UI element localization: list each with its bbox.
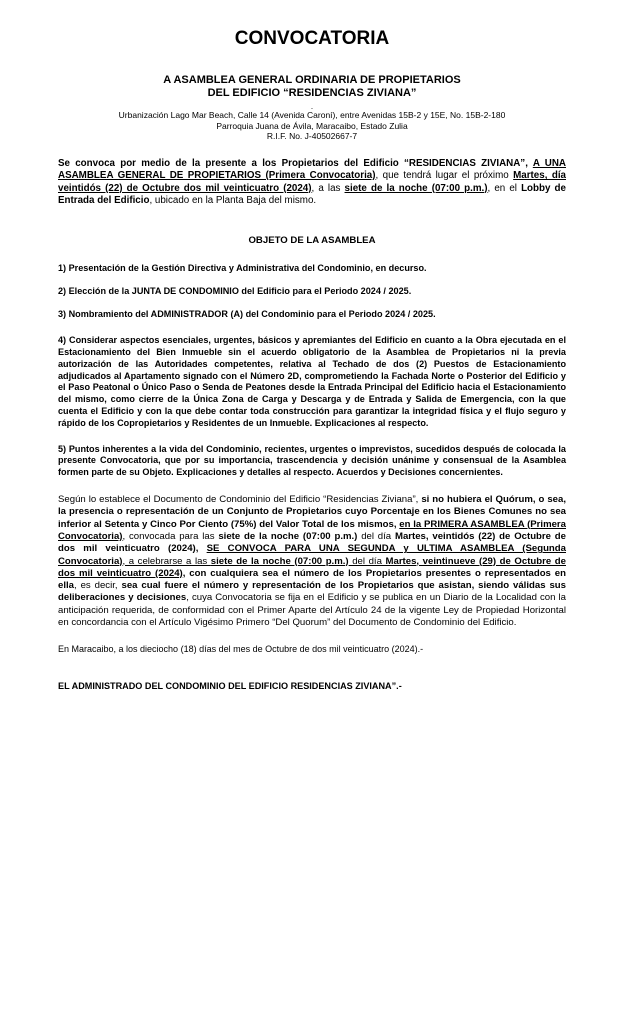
second-assembly-date: Martes, veintinueve (29) de Octubre de dos mil veinticuatro (2024) [58,555,566,579]
signature-line: EL ADMINISTRADO DEL CONDOMINIO DEL EDIFICIO RESIDENCIAS ZIVIANA”.- [58,681,402,692]
agenda-item-3: 3) Nombramiento del ADMINISTRADOR (A) del Condominio para el Periodo 2024 / 2025. [58,309,436,320]
quorum-condition: si no hubiera el Quórum, o sea, la presencia o representación de un Conjunto de Propietarios cuyo Porcentaje en los Bienes Comunes no sea inferior al Setenta y Cinco Por Ciento (75%) del Valor Total de los mismos, [58,494,567,530]
address-line1: Urbanización Lago Mar Beach, Calle 14 (Avenida Caroní), entre Avenidas 15B-2 y 15E, No. 15B-2-180 [118,110,506,120]
quorum-text: Según lo establece el Documento de Condominio del Edificio “Residencias Ziviana”, [58,494,422,506]
quorum-text: , con cualquiera sea el número de los Propietarios presentes o representados en ella [58,567,566,592]
closing-line: En Maracaibo, a los dieciocho (18) días del mes de Octubre de dos mil veinticuatro (2024).- [58,644,424,655]
quorum-paragraph [58,494,566,629]
quorum-validity: sea cual fuere el número y representación de los Propietarios que asistan, siendo válidas sus deliberaciones y decisiones [58,580,566,604]
rif-number: R.I.F. No. J-40502667-7 [266,131,358,141]
document-title: CONVOCATORIA [234,28,390,49]
quorum-text: , cuya Convocatoria se fija en el Edificio y se publica en un Diario de la Localidad con la anticipación requerida, de conformidad con el Primer Aparte del Artículo 24 de la vigente Ley de Propiedad Horizontal en concordancia con el Artículo Vigésimo Primero “Del Quorum” del Documento de Condominio del Edificio. [58,592,566,628]
agenda-item-1: 1) Presentación de la Gestión Directiva y Administrativa del Condominio, en decurso. [58,262,427,273]
intro-text: , en el [487,182,522,194]
first-assembly-time: siete de la noche (07:00 p.m.) [218,530,358,542]
second-assembly-time: siete de la noche (07:00 p.m.) [210,555,349,567]
second-convocation: SE CONVOCA PARA UNA SEGUNDA y ULTIMA ASAMBLEA (Segunda Convocatoria) [58,543,566,567]
meeting-location: Lobby de Entrada del Edificio [58,182,566,207]
quorum-text: , convocada para las [122,530,219,542]
assembly-subtitle-line2: DEL EDIFICIO “RESIDENCIAS ZIVIANA” [207,87,417,99]
first-assembly-date: Martes, veintidós (22) de Octubre de dos mil veinticuatro (2024), [58,530,566,555]
intro-text: , ubicado en la Planta Baja del mismo. [149,195,317,207]
separator-dot: . [310,102,314,111]
quorum-text: , es decir, [74,580,122,592]
meeting-time: siete de la noche (07:00 p.m.) [344,182,488,194]
document-page [58,28,566,691]
agenda-item-5: 5) Puntos inherentes a la vida del Condominio, recientes, urgentes o imprevistos, sucedidos después de colocada la presente Convocatoria, que por su importancia, trascendencia y decisión unánime y consensual de la Asamblea formen parte de su Objeto. Explicaciones y detalles al respecto. Acuerdos y Decisiones concernientes. [58,443,566,478]
agenda-item-4: 4) Considerar aspectos esenciales, urgentes, básicos y apremiantes del Edificio en cuanto a la Obra ejecutada en el Estacionamiento del Bien Inmueble sin el acuerdo obligatorio de la Asamblea de Propietarios ni la previa autorización de las Autoridades competentes, relativa al Techado de dos (2) Puestos de Estacionamiento adjudicados al Apartamento signado con el Número 2D, comprometiendo la Fachada Norte o Posterior del Edificio y el Paso Peatonal o Único Paso o Senda de Peatones desde la Entrada Principal del Edificio hacia el Estacionamiento del mismo, como cierre de la Única Zona de Carga y Descarga y de Entrada y Salida de Emergencia, con la que cuenta el Edificio y con la que debe contar toda construcción para garantizar la integridad física y el flujo seguro y rápido de los Copropietarios y Residentes de un Inmueble. Explicaciones al respecto. [58,335,566,428]
intro-text: , que tendrá lugar el próximo [375,170,514,182]
first-convocation-text: A UNA ASAMBLEA GENERAL DE PROPIETARIOS (Primera Convocatoria) [58,157,566,182]
assembly-subtitle-line1: A ASAMBLEA GENERAL ORDINARIA DE PROPIETARIOS [163,74,461,86]
intro-paragraph [58,158,566,208]
meeting-date: Martes, día veintidós (22) de Octubre dos mil veinticuatro (2024) [58,170,567,194]
agenda-item-2: 2) Elección de la JUNTA DE CONDOMINIO del Edificio para el Periodo 2024 / 2025. [58,285,412,296]
quorum-text: , a celebrarse a las [122,555,211,567]
quorum-text: del día [348,555,386,567]
intro-text: Se convoca por medio de la presente a los Propietarios del Edificio “RESIDENCIAS ZIVIANA”, [58,157,533,169]
quorum-text: del día [357,530,395,542]
address-line2: Parroquia Juana de Ávila, Maracaibo, Estado Zulia [216,120,408,131]
building-address [58,110,566,142]
intro-text: , a las [311,182,345,194]
agenda-heading: OBJETO DE LA ASAMBLEA [248,234,376,246]
first-assembly: en la PRIMERA ASAMBLEA (Primera Convocatoria) [58,518,566,542]
